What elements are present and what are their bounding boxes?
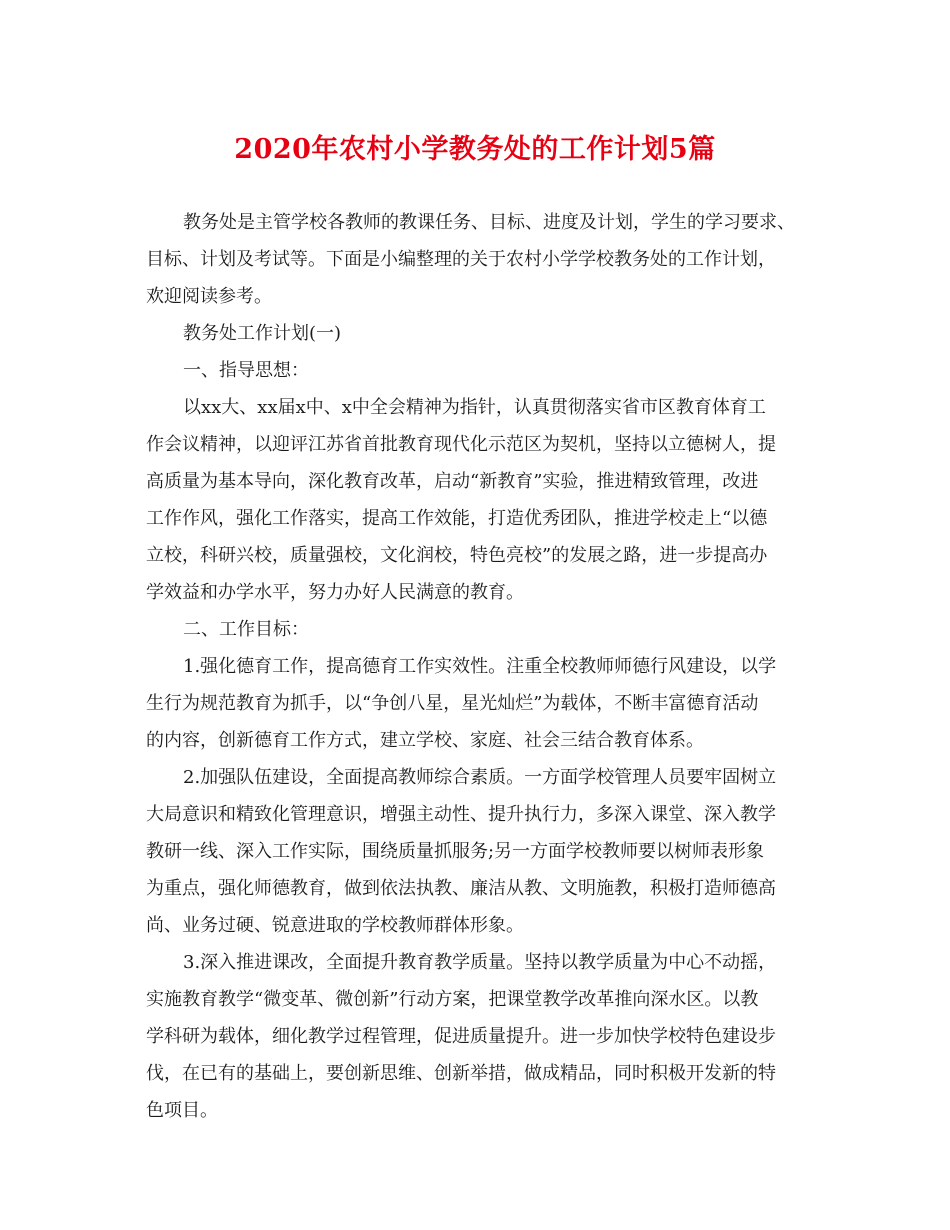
- text-line: 的内容，创新德育工作方式，建立学校、家庭、社会三结合教育体系。: [146, 730, 704, 751]
- text-line: 实施教育教学“微变革、微创新”行动方案，把课堂教学改革推向深水区。以教: [146, 989, 759, 1010]
- text-line: 欢迎阅读参考。: [146, 286, 272, 307]
- text-line: 生行为规范教育为抓手，以“争创八星，星光灿烂”为载体，不断丰富德育活动: [146, 693, 759, 714]
- text-line: 目标、计划及考试等。下面是小编整理的关于农村小学学校教务处的工作计划，: [146, 249, 776, 270]
- text-line: 1.强化德育工作，提高德育工作实效性。注重全校教师师德行风建设，以学: [183, 656, 777, 677]
- text-line: 3.深入推进课改，全面提升教育教学质量。坚持以教学质量为中心不动摇，: [183, 952, 777, 973]
- text-line: 以xx大、xx届x中、x中全会精神为指针，认真贯彻落实省市区教育体育工: [183, 397, 766, 418]
- text-line: 高质量为基本导向，深化教育改革，启动“新教育”实验，推进精致管理，改进: [146, 471, 759, 492]
- text-line: 为重点，强化师德教育，做到依法执教、廉洁从教、文明施教，积极打造师德高: [146, 878, 776, 899]
- text-line: 教务处是主管学校各教师的教课任务、目标、进度及计划，学生的学习要求、: [183, 212, 795, 233]
- section-heading: 教务处工作计划(一): [183, 323, 342, 344]
- text-line: 色项目。: [146, 1100, 218, 1121]
- text-line: 工作作风，强化工作落实，提高工作效能，打造优秀团队，推进学校走上“以德: [146, 508, 768, 529]
- text-line: 学科研为载体，细化教学过程管理，促进质量提升。进一步加快学校特色建设步: [146, 1026, 776, 1047]
- text-line: 大局意识和精致化管理意识，增强主动性、提升执行力，多深入课堂、深入教学: [146, 804, 776, 825]
- text-line: 伐，在已有的基础上，要创新思维、创新举措，做成精品，同时积极开发新的特: [146, 1063, 776, 1084]
- text-line: 教研一线、深入工作实际，围绕质量抓服务;另一方面学校教师要以树师表形象: [146, 841, 765, 862]
- section-heading: 一、指导思想：: [183, 360, 309, 381]
- text-line: 学效益和办学水平，努力办好人民满意的教育。: [146, 582, 524, 603]
- text-line: 尚、业务过硬、锐意进取的学校教师群体形象。: [146, 915, 524, 936]
- text-line: 作会议精神，以迎评江苏省首批教育现代化示范区为契机，坚持以立德树人，提: [146, 434, 776, 455]
- document-body: [146, 208, 814, 1127]
- text-line: 2.加强队伍建设，全面提高教师综合素质。一方面学校管理人员要牢固树立: [183, 767, 777, 788]
- document-title: 2020年农村小学教务处的工作计划5篇: [234, 134, 716, 165]
- section-heading: 二、工作目标：: [183, 619, 309, 640]
- text-line: 立校，科研兴校，质量强校，文化润校，特色亮校”的发展之路，进一步提高办: [146, 545, 768, 566]
